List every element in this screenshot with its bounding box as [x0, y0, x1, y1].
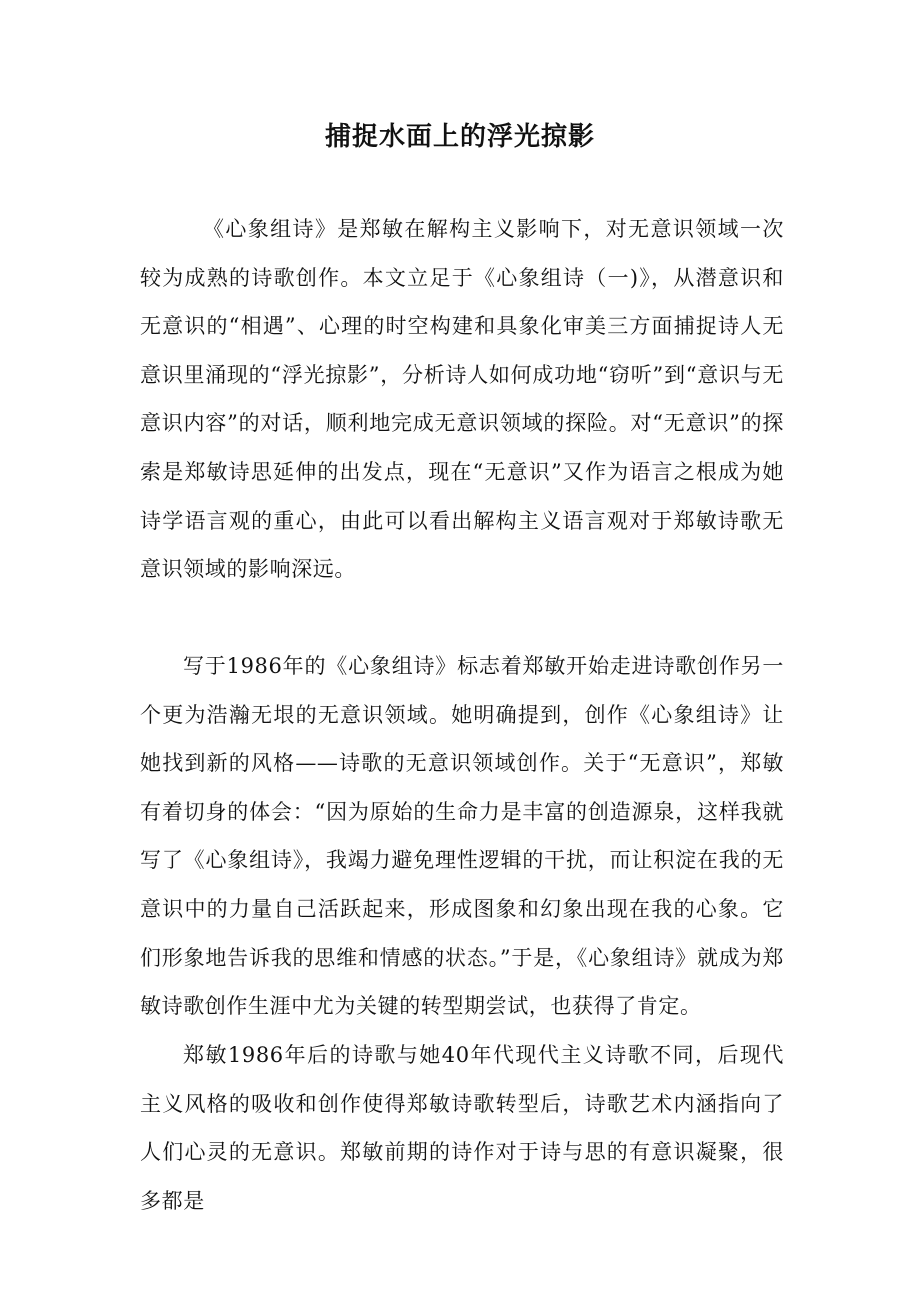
paragraph-abstract: 《心象组诗》是郑敏在解构主义影响下，对无意识领域一次较为成熟的诗歌创作。本文立足于《心象组诗（一)》，从潜意识和无意识的“相遇”、心理的时空构建和具象化审美三方面捕捉诗人无意识里涌现的“浮光掠影”，分析诗人如何成功地“窃听”到“意识与无意识内容”的对话，顺利地完成无意识领域的探险。对“无意识”的探索是郑敏诗思延伸的出发点，现在“无意识”又作为语言之根成为她诗学语言观的重心，由此可以看出解构主义语言观对于郑敏诗歌无意识领域的影响深远。 — [140, 217, 785, 582]
document-title: 捕捉水面上的浮光掠影 — [324, 122, 595, 152]
paragraph-body-2: 郑敏1986年后的诗歌与她40年代现代主义诗歌不同，后现代主义风格的吸收和创作使得郑敏诗歌转型后，诗歌艺术内涵指向了人们心灵的无意识。郑敏前期的诗作对于诗与思的有意识凝聚，很多都是 — [140, 1043, 784, 1213]
paragraph-body-1: 写于1986年的《心象组诗》标志着郑敏开始走进诗歌创作另一个更为浩瀚无垠的无意识领域。她明确提到，创作《心象组诗》让她找到新的风格——诗歌的无意识领域创作。关于“无意识”，郑敏有着切身的体会：“因为原始的生命力是丰富的创造源泉，这样我就写了《心象组诗》，我竭力避免理性逻辑的干扰，而让积淀在我的无意识中的力量自己活跃起来，形成图象和幻象出现在我的心象。它们形象地告诉我的思维和情感的状态。”于是，《心象组诗》就成为郑敏诗歌创作生涯中尤为关键的转型期尝试，也获得了肯定。 — [140, 654, 784, 1019]
